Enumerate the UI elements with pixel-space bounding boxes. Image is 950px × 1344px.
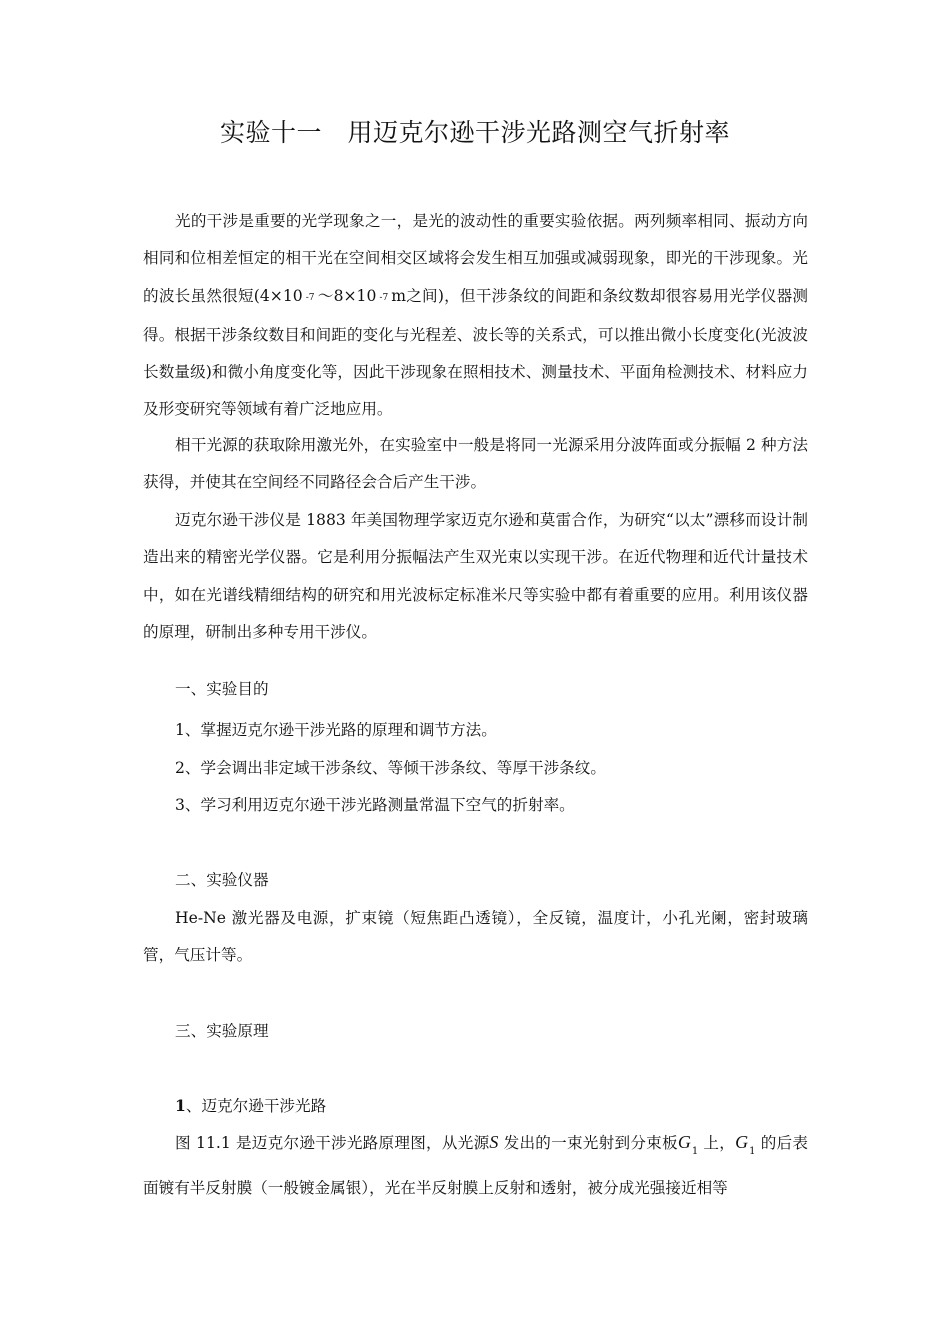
principle-text-a: 图 11.1 是迈克尔逊干涉光路原理图，从光源	[175, 1134, 490, 1152]
subsection-number: 1	[175, 1096, 186, 1115]
intro-paragraph-2: 相干光源的获取除用激光外，在实验室中一般是将同一光源采用分波阵面或分振幅 2 种方法获得，并使其在空间经不同路径会合后产生干涉。	[143, 436, 808, 492]
principle-text-b: 发出的一束光射到分束板	[498, 1134, 678, 1152]
symbol-g-subscript: 1	[691, 1146, 699, 1157]
section-heading-objectives: 一、实验目的	[175, 680, 269, 698]
intro-text-b: ～8×10	[317, 286, 377, 305]
section-heading-equipment: 二、实验仪器	[175, 871, 269, 889]
subsection-title: 、迈克尔逊干涉光路	[185, 1097, 327, 1115]
exponent-2: -7	[379, 292, 389, 303]
intro-paragraph-1	[143, 203, 808, 429]
symbol-g-subscript: 1	[749, 1146, 756, 1157]
objective-item-1: 1、掌握迈克尔逊干涉光路的原理和调节方法。	[175, 721, 497, 739]
symbol-g: G	[735, 1132, 749, 1152]
objective-item-3: 3、学习利用迈克尔逊干涉光路测量常温下空气的折射率。	[175, 796, 575, 814]
intro-text-c: m之间)，但干涉条纹的间距和条纹数却很容易用光学仪器测得。根据干涉条纹数目和间距的变化与光程差、波长等的关系式，可以推出微小长度变化(光波波长数量级)和微小角度变化等，因此干涉现象在照相技术、测量技术、平面角检测技术、材料应力及形变研究等领域有着广泛地应用。	[143, 286, 808, 419]
intro-paragraph-3: 迈克尔逊干涉仪是 1883 年美国物理学家迈克尔逊和莫雷合作，为研究“以太”漂移而设计制造出来的精密光学仪器。它是利用分振幅法产生双光束以实现干涉。在近代物理和近代计量技术中，如在光谱线精细结构的研究和用光波标定标准米尺等实验中都有着重要的应用。利用该仪器的原理，研制出多种专用干涉仪。	[143, 511, 808, 641]
principle-text-d: 的后表面镀有半反射膜（一般镀金属银），光在半反射膜上反射和透射，被分成光强接近相等	[143, 1134, 808, 1198]
subsection-heading-interferometer	[143, 1087, 808, 1125]
section-heading-principle: 三、实验原理	[175, 1022, 269, 1040]
symbol-s: S	[489, 1132, 499, 1152]
symbol-g1-first	[677, 1132, 699, 1157]
principle-text-c: 上，	[698, 1134, 736, 1152]
exponent-1: -7	[305, 292, 315, 303]
page-title: 实验十一 用迈克尔逊干涉光路测空气折射率	[219, 118, 730, 147]
symbol-g1-second	[735, 1132, 756, 1157]
equipment-paragraph: He-Ne 激光器及电源，扩束镜（短焦距凸透镜），全反镜，温度计，小孔光阑，密封玻璃管，气压计等。	[143, 909, 808, 965]
objective-item-2: 2、学会调出非定域干涉条纹、等倾干涉条纹、等厚干涉条纹。	[175, 759, 606, 777]
intro-text-a: 光的干涉是重要的光学现象之一，是光的波动性的重要实验依据。两列频率相同、振动方向相同和位相差恒定的相干光在空间相交区域将会发生相互加强或减弱现象，即光的干涉现象。光的波长虽然很短(4×10	[143, 212, 808, 305]
principle-paragraph	[143, 1124, 808, 1208]
symbol-g: G	[677, 1132, 691, 1152]
